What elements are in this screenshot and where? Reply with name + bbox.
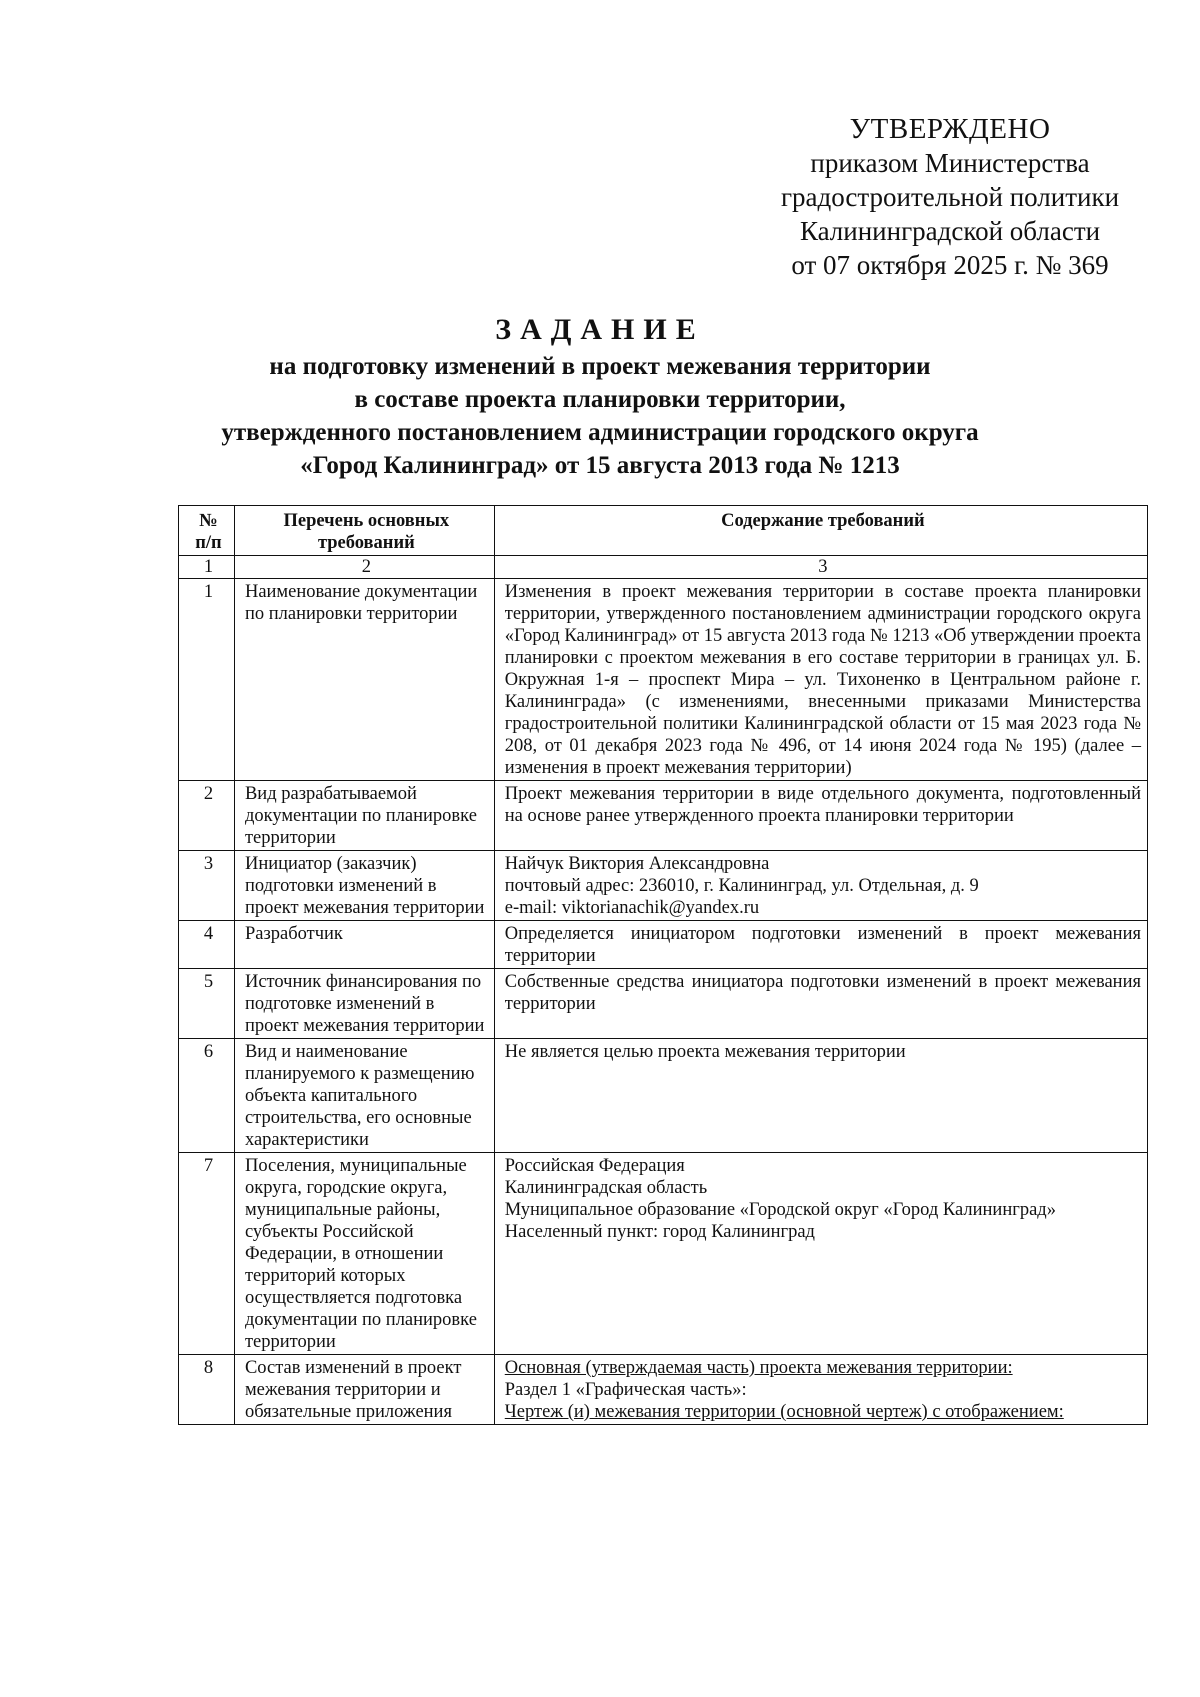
initiator-name: Найчук Виктория Александровна: [504, 854, 770, 874]
table-row: [179, 781, 1148, 851]
approval-line-2: градостроительной политики: [780, 182, 1120, 212]
column-number-3: 3: [494, 556, 1147, 579]
table-row: [179, 969, 1148, 1039]
composition-drawing: Чертеж (и) межевания территории (основной чертеж) с отображением:: [504, 1402, 1064, 1422]
approval-line-4: от 07 октября 2025 г. № 369: [791, 250, 1109, 280]
column-number-2: 2: [234, 556, 494, 579]
header-requirement: Перечень основных требований: [234, 506, 494, 556]
row-content: [494, 851, 1147, 921]
row-requirement: Поселения, муниципальные округа, городские округа, муниципальные районы, субъекты Российской Федерации, в отношении территорий которых осуществляется подготовка документации по планировке территории: [234, 1153, 494, 1355]
approval-line-3: Калининградской области: [799, 216, 1101, 246]
row-content: Проект межевания территории в виде отдельного документа, подготовленный на основе ранее утвержденного проекта планировки территории: [494, 781, 1147, 851]
table-row: [179, 579, 1148, 781]
row-content: Изменения в проект межевания территории в составе проекта планировки территории, утвержденного постановлением администрации городского округа «Город Калининград» от 15 августа 2013 года № 1213 «Об утверждении проекта планировки с проектом межевания в его составе территории в границах ул. Б. Окружная 1-я – проспект Мира – ул. Тихоненко в Центральном районе г. Калининграда» (с изменениями, внесенными приказами Министерства градостроительной политики Калининградской области от 15 мая 2023 года № 208, от 01 декабря 2023 года № 496, от 14 июня 2024 года № 195) (далее – изменения в проект межевания территории): [494, 579, 1147, 781]
row-content: [494, 1355, 1147, 1425]
territory-municipality: Муниципальное образование «Городской округ «Город Калининград»: [504, 1200, 1056, 1220]
column-number-row: [179, 556, 1148, 579]
row-requirement: Состав изменений в проект межевания территории и обязательные приложения: [234, 1355, 494, 1425]
territory-settlement: Населенный пункт: город Калининград: [504, 1222, 815, 1242]
table-row: [179, 1355, 1148, 1425]
row-requirement: Разработчик: [234, 921, 494, 969]
row-number: 6: [179, 1039, 235, 1153]
row-requirement: Источник финансирования по подготовке изменений в проект межевания территории: [234, 969, 494, 1039]
row-number: 8: [179, 1355, 235, 1425]
composition-main-part: Основная (утверждаемая часть) проекта межевания территории:: [504, 1358, 1013, 1378]
composition-section-1: Раздел 1 «Графическая часть»:: [504, 1380, 747, 1400]
row-requirement: Вид разрабатываемой документации по планировке территории: [234, 781, 494, 851]
approval-stamp: [760, 112, 1140, 282]
column-number-1: 1: [179, 556, 235, 579]
table-row: [179, 921, 1148, 969]
row-content: Не является целью проекта межевания территории: [494, 1039, 1147, 1153]
initiator-email: e-mail: viktorianachik@yandex.ru: [504, 898, 760, 918]
row-content: Определяется инициатором подготовки изменений в проект межевания территории: [494, 921, 1147, 969]
document-heading: [150, 310, 1050, 482]
row-requirement: Инициатор (заказчик) подготовки изменений в проект межевания территории: [234, 851, 494, 921]
row-number: 7: [179, 1153, 235, 1355]
header-content: Содержание требований: [494, 506, 1147, 556]
approval-line-1: приказом Министерства: [810, 148, 1090, 178]
approval-title: УТВЕРЖДЕНО: [849, 113, 1051, 145]
row-number: 2: [179, 781, 235, 851]
document-title: ЗАДАНИЕ: [495, 313, 705, 346]
row-number: 5: [179, 969, 235, 1039]
document-subtitle-line-3: утвержденного постановлением администрации городского округа: [221, 419, 979, 446]
row-content: [494, 1153, 1147, 1355]
table-row: [179, 851, 1148, 921]
table-header-row: [179, 506, 1148, 556]
document-subtitle-line-4: «Город Калининград» от 15 августа 2013 года № 1213: [300, 452, 900, 479]
requirements-table: [178, 505, 1148, 1425]
table-row: [179, 1153, 1148, 1355]
row-number: 1: [179, 579, 235, 781]
document-subtitle-line-2: в составе проекта планировки территории,: [354, 386, 846, 413]
territory-country: Российская Федерация: [504, 1156, 685, 1176]
row-number: 3: [179, 851, 235, 921]
territory-region: Калининградская область: [504, 1178, 708, 1198]
initiator-address: почтовый адрес: 236010, г. Калининград, ул. Отдельная, д. 9: [504, 876, 979, 896]
document-subtitle-line-1: на подготовку изменений в проект межевания территории: [269, 353, 931, 380]
row-requirement: Наименование документации по планировки территории: [234, 579, 494, 781]
table-row: [179, 1039, 1148, 1153]
header-num: № п/п: [179, 506, 235, 556]
row-content: Собственные средства инициатора подготовки изменений в проект межевания территории: [494, 969, 1147, 1039]
row-number: 4: [179, 921, 235, 969]
row-requirement: Вид и наименование планируемого к размещению объекта капитального строительства, его основные характеристики: [234, 1039, 494, 1153]
